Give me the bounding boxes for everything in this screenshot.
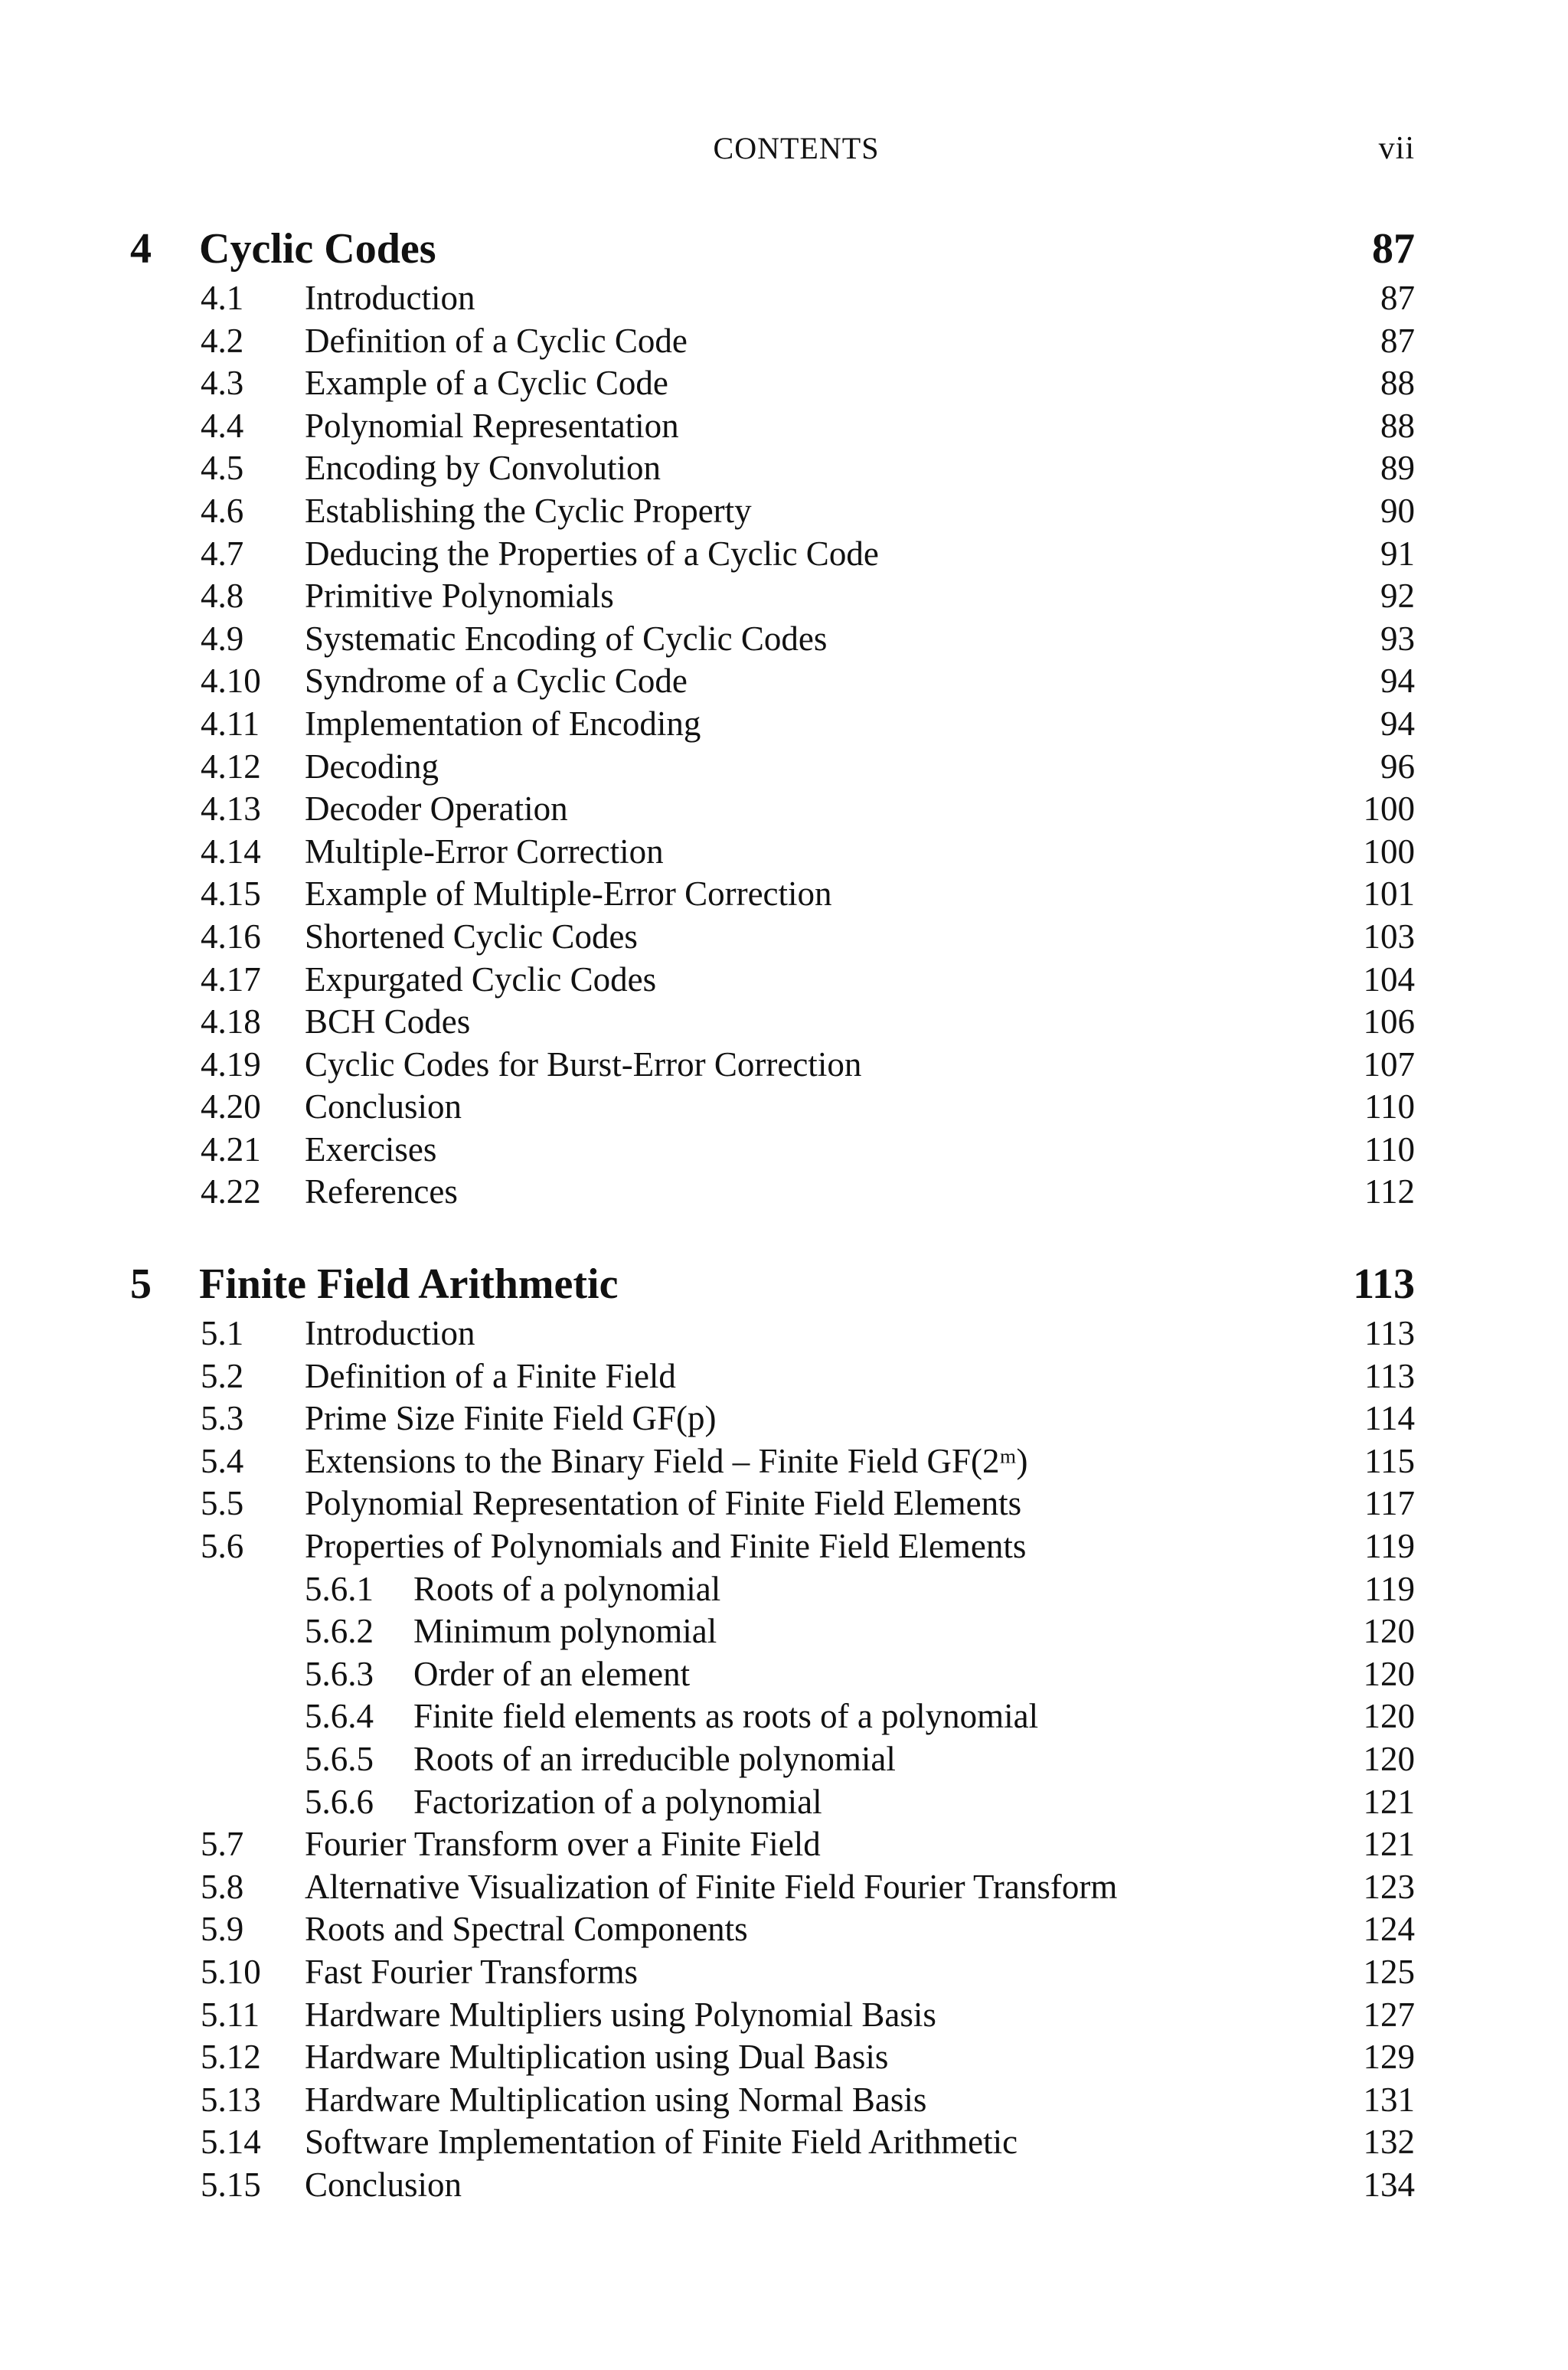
section-title: Roots of a polynomial xyxy=(413,1569,721,1608)
toc-subsection-row[interactable] xyxy=(0,1738,1568,1781)
section-number: 4.8 xyxy=(201,577,244,616)
running-head-title: CONTENTS xyxy=(713,131,880,165)
section-title: Conclusion xyxy=(305,1087,462,1126)
section-page-number: 91 xyxy=(1380,534,1415,573)
section-title: Implementation of Encoding xyxy=(305,704,701,743)
section-page-number: 100 xyxy=(1363,832,1415,871)
section-title: Alternative Visualization of Finite Field Fourier Transform xyxy=(305,1867,1118,1906)
toc-section-row[interactable] xyxy=(0,660,1568,703)
toc-section-row[interactable] xyxy=(0,1951,1568,1994)
section-title: Systematic Encoding of Cyclic Codes xyxy=(305,619,828,658)
section-title: Primitive Polynomials xyxy=(305,577,614,616)
section-page-number: 121 xyxy=(1363,1825,1415,1864)
section-page-number: 124 xyxy=(1363,1910,1415,1949)
section-title: Syndrome of a Cyclic Code xyxy=(305,662,688,701)
section-number: 5.15 xyxy=(201,2165,261,2204)
section-title: Multiple-Error Correction xyxy=(305,832,664,871)
section-title: Definition of a Finite Field xyxy=(305,1356,676,1395)
section-number: 4.17 xyxy=(201,959,261,999)
section-number: 5.13 xyxy=(201,2080,261,2119)
section-title: Encoding by Convolution xyxy=(305,449,661,488)
toc-section-row[interactable] xyxy=(0,277,1568,320)
section-number: 5.6.4 xyxy=(305,1697,374,1736)
section-number: 5.8 xyxy=(201,1867,244,1906)
section-page-number: 101 xyxy=(1363,874,1415,914)
section-page-number: 120 xyxy=(1363,1612,1415,1651)
section-list xyxy=(0,277,1568,1214)
section-number: 5.14 xyxy=(201,2123,261,2162)
toc-section-row[interactable] xyxy=(0,1823,1568,1866)
section-number: 4.6 xyxy=(201,491,244,530)
toc-section-row[interactable] xyxy=(0,1171,1568,1214)
section-page-number: 120 xyxy=(1363,1654,1415,1693)
toc-section-row[interactable] xyxy=(0,405,1568,448)
section-number: 4.3 xyxy=(201,364,244,403)
section-title: Roots of an irreducible polynomial xyxy=(413,1739,896,1778)
section-number: 4.14 xyxy=(201,832,261,871)
section-page-number: 120 xyxy=(1363,1697,1415,1736)
toc-section-row[interactable] xyxy=(0,959,1568,1002)
section-title: Introduction xyxy=(305,279,475,317)
toc-section-row[interactable] xyxy=(0,916,1568,959)
chapter-number: 4 xyxy=(130,225,152,273)
section-title: Fourier Transform over a Finite Field xyxy=(305,1825,821,1864)
section-page-number: 92 xyxy=(1380,577,1415,616)
section-page-number: 87 xyxy=(1380,321,1415,360)
section-page-number: 110 xyxy=(1364,1087,1415,1126)
section-number: 4.16 xyxy=(201,917,261,956)
section-number: 5.3 xyxy=(201,1399,244,1438)
section-number: 5.12 xyxy=(201,2038,261,2077)
section-page-number: 114 xyxy=(1364,1399,1415,1438)
section-page-number: 123 xyxy=(1363,1867,1415,1906)
section-number: 4.22 xyxy=(201,1172,261,1211)
section-title: Extensions to the Binary Field – Finite Field GF(2ᵐ) xyxy=(305,1441,1028,1480)
section-page-number: 113 xyxy=(1364,1356,1415,1395)
toc-section-row[interactable] xyxy=(0,575,1568,618)
section-title: Deducing the Properties of a Cyclic Code xyxy=(305,534,879,573)
section-page-number: 88 xyxy=(1380,406,1415,445)
toc-subsection-row[interactable] xyxy=(0,1568,1568,1611)
chapter-heading[interactable] xyxy=(0,1256,1568,1312)
toc-section-row[interactable] xyxy=(0,447,1568,490)
section-page-number: 106 xyxy=(1363,1002,1415,1041)
section-number: 4.4 xyxy=(201,406,244,445)
section-number: 4.20 xyxy=(201,1087,261,1126)
toc-section-row[interactable] xyxy=(0,1397,1568,1440)
section-number: 4.12 xyxy=(201,747,261,786)
section-number: 4.21 xyxy=(201,1129,261,1169)
toc-subsection-row[interactable] xyxy=(0,1653,1568,1696)
toc-section-row[interactable] xyxy=(0,533,1568,576)
toc-section-row[interactable] xyxy=(0,1525,1568,1568)
section-number: 5.4 xyxy=(201,1441,244,1480)
section-title: Decoding xyxy=(305,747,439,786)
section-title: Software Implementation of Finite Field Arithmetic xyxy=(305,2123,1018,2162)
section-number: 5.6 xyxy=(201,1526,244,1565)
toc-section-row[interactable] xyxy=(0,1312,1568,1355)
section-page-number: 112 xyxy=(1364,1172,1415,1211)
section-number: 4.19 xyxy=(201,1044,261,1084)
section-page-number: 93 xyxy=(1380,619,1415,658)
chapter-title: Cyclic Codes xyxy=(199,225,436,273)
section-number: 4.18 xyxy=(201,1002,261,1041)
section-page-number: 107 xyxy=(1363,1044,1415,1084)
section-page-number: 120 xyxy=(1363,1739,1415,1778)
section-page-number: 127 xyxy=(1363,1995,1415,2034)
chapter-number: 5 xyxy=(130,1260,152,1308)
section-number: 5.1 xyxy=(201,1314,244,1352)
section-title: Polynomial Representation of Finite Field Elements xyxy=(305,1484,1022,1523)
toc-section-row[interactable] xyxy=(0,873,1568,916)
section-page-number: 119 xyxy=(1364,1526,1415,1565)
section-number: 4.9 xyxy=(201,619,244,658)
section-title: Establishing the Cyclic Property xyxy=(305,491,752,530)
section-page-number: 100 xyxy=(1363,789,1415,829)
toc-section-row[interactable] xyxy=(0,2164,1568,2207)
section-title: Hardware Multiplication using Dual Basis xyxy=(305,2038,889,2077)
section-page-number: 103 xyxy=(1363,917,1415,956)
section-number: 4.10 xyxy=(201,662,261,701)
toc-section-row[interactable] xyxy=(0,2079,1568,2122)
toc-section-row[interactable] xyxy=(0,1866,1568,1909)
section-number: 4.7 xyxy=(201,534,244,573)
section-title: BCH Codes xyxy=(305,1002,471,1041)
section-number: 5.2 xyxy=(201,1356,244,1395)
section-page-number: 88 xyxy=(1380,364,1415,403)
toc-section-row[interactable] xyxy=(0,1355,1568,1398)
toc-section-row[interactable] xyxy=(0,490,1568,533)
section-number: 5.6.2 xyxy=(305,1612,374,1651)
section-number: 4.2 xyxy=(201,321,244,360)
section-page-number: 90 xyxy=(1380,491,1415,530)
section-number: 4.5 xyxy=(201,449,244,488)
section-title: Definition of a Cyclic Code xyxy=(305,321,688,360)
toc-section-row[interactable] xyxy=(0,1482,1568,1525)
section-page-number: 89 xyxy=(1380,449,1415,488)
chapter-heading[interactable] xyxy=(0,221,1568,277)
toc-section-row[interactable] xyxy=(0,1001,1568,1044)
section-number: 5.5 xyxy=(201,1484,244,1523)
section-number: 4.11 xyxy=(201,704,260,743)
section-title: Fast Fourier Transforms xyxy=(305,1952,639,1991)
section-title: Example of Multiple-Error Correction xyxy=(305,874,832,914)
chapter-5 xyxy=(0,1256,1568,2206)
toc-subsection-row[interactable] xyxy=(0,1781,1568,1824)
toc-section-row[interactable] xyxy=(0,788,1568,831)
section-page-number: 94 xyxy=(1380,662,1415,701)
section-title: Example of a Cyclic Code xyxy=(305,364,668,403)
toc-section-row[interactable] xyxy=(0,1129,1568,1172)
section-page-number: 94 xyxy=(1380,704,1415,743)
section-number: 5.10 xyxy=(201,1952,261,1991)
running-head-page-number: vii xyxy=(1378,131,1415,166)
toc-section-row[interactable] xyxy=(0,362,1568,405)
toc-section-row[interactable] xyxy=(0,831,1568,874)
section-page-number: 121 xyxy=(1363,1782,1415,1821)
section-number: 5.9 xyxy=(201,1910,244,1949)
section-number: 5.6.5 xyxy=(305,1739,374,1778)
chapter-page-number: 87 xyxy=(1372,225,1415,273)
section-page-number: 131 xyxy=(1363,2080,1415,2119)
section-page-number: 132 xyxy=(1363,2123,1415,2162)
section-number: 5.11 xyxy=(201,1995,260,2034)
section-page-number: 96 xyxy=(1380,747,1415,786)
section-title: Exercises xyxy=(305,1129,437,1169)
chapter-page-number: 113 xyxy=(1353,1260,1415,1308)
toc-section-row[interactable] xyxy=(0,1044,1568,1087)
section-title: Hardware Multiplication using Normal Basis xyxy=(305,2080,927,2119)
section-title: Cyclic Codes for Burst-Error Correction xyxy=(305,1044,862,1084)
toc-section-row[interactable] xyxy=(0,1086,1568,1129)
section-number: 4.15 xyxy=(201,874,261,914)
section-number: 5.6.6 xyxy=(305,1782,374,1821)
section-title: Expurgated Cyclic Codes xyxy=(305,959,657,999)
section-title: Hardware Multipliers using Polynomial Basis xyxy=(305,1995,936,2034)
section-title: Prime Size Finite Field GF(p) xyxy=(305,1399,717,1438)
toc-section-row[interactable] xyxy=(0,1908,1568,1951)
toc-section-row[interactable] xyxy=(0,2121,1568,2164)
toc-section-row[interactable] xyxy=(0,703,1568,746)
section-page-number: 110 xyxy=(1364,1129,1415,1169)
section-title: Order of an element xyxy=(413,1654,691,1693)
toc-section-row[interactable] xyxy=(0,2036,1568,2079)
section-title: References xyxy=(305,1172,458,1211)
toc-subsection-row[interactable] xyxy=(0,1695,1568,1738)
section-number: 5.6.3 xyxy=(305,1654,374,1693)
section-list xyxy=(0,1312,1568,2206)
section-page-number: 129 xyxy=(1363,2038,1415,2077)
section-title: Decoder Operation xyxy=(305,789,568,829)
running-head xyxy=(0,130,1568,176)
toc-section-row[interactable] xyxy=(0,746,1568,789)
section-title: Roots and Spectral Components xyxy=(305,1910,748,1949)
section-title: Factorization of a polynomial xyxy=(413,1782,822,1821)
section-page-number: 87 xyxy=(1380,279,1415,317)
toc-section-row[interactable] xyxy=(0,1440,1568,1483)
section-number: 4.13 xyxy=(201,789,261,829)
section-number: 4.1 xyxy=(201,279,244,317)
section-page-number: 117 xyxy=(1364,1484,1415,1523)
section-page-number: 119 xyxy=(1364,1569,1415,1608)
toc-section-row[interactable] xyxy=(0,1994,1568,2037)
chapter-4 xyxy=(0,221,1568,1214)
section-page-number: 134 xyxy=(1363,2165,1415,2204)
section-number: 5.6.1 xyxy=(305,1569,374,1608)
toc-section-row[interactable] xyxy=(0,320,1568,363)
section-page-number: 125 xyxy=(1363,1952,1415,1991)
section-title: Shortened Cyclic Codes xyxy=(305,917,638,956)
toc-subsection-row[interactable] xyxy=(0,1610,1568,1653)
section-title: Finite field elements as roots of a polynomial xyxy=(413,1697,1039,1736)
toc-section-row[interactable] xyxy=(0,618,1568,661)
chapter-title: Finite Field Arithmetic xyxy=(199,1260,619,1308)
section-title: Introduction xyxy=(305,1314,475,1352)
section-title: Polynomial Representation xyxy=(305,406,679,445)
section-page-number: 115 xyxy=(1364,1441,1415,1480)
section-title: Conclusion xyxy=(305,2165,462,2204)
section-page-number: 104 xyxy=(1363,959,1415,999)
section-title: Properties of Polynomials and Finite Field Elements xyxy=(305,1526,1027,1565)
section-page-number: 113 xyxy=(1364,1314,1415,1352)
section-number: 5.7 xyxy=(201,1825,244,1864)
section-title: Minimum polynomial xyxy=(413,1612,717,1651)
